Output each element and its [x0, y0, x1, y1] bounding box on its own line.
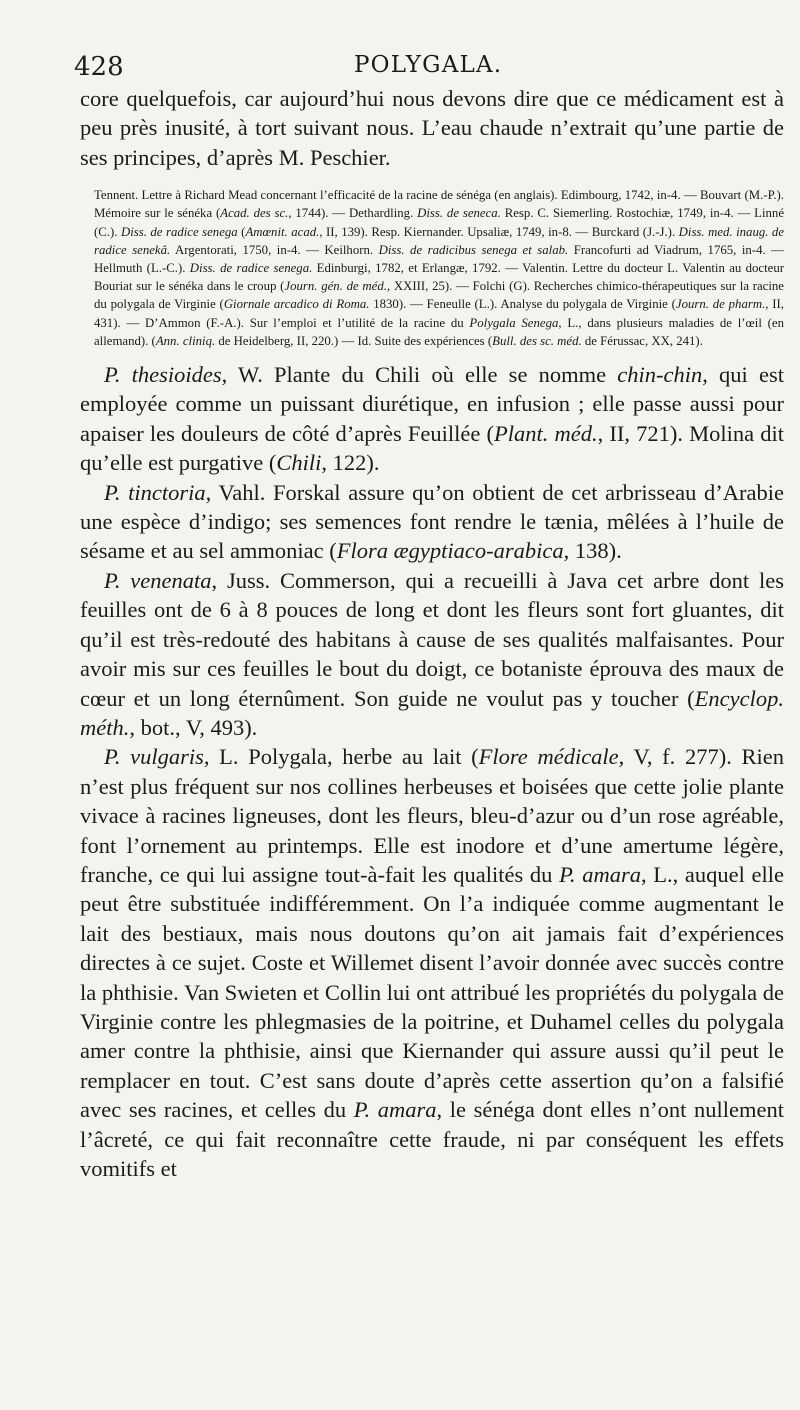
italic-span: Encyclop. méth.: [80, 685, 784, 740]
italic-span: Acad. des sc.: [220, 206, 289, 221]
italic-span: P. tinctoria: [104, 479, 206, 505]
text-span: de Férussac, XX, 241).: [581, 333, 703, 348]
page-body: [80, 84, 784, 1183]
text-span: 1830). — Feneulle (L.). Analyse du polygala de Virginie (: [369, 297, 676, 312]
italic-span: Diss. de seneca.: [417, 206, 501, 221]
species-entries: [80, 360, 784, 1183]
italic-span: chin-chin: [617, 362, 703, 388]
italic-span: P. vulgaris: [104, 744, 204, 770]
text-span: , V, f. 277). Rien n’est plus fréquent sur nos collines herbeuses et boisées que cette jolie plante vivace à racines ligneuses, dont les fleurs, bleu-d’azur ou d’un rose agréable, font l’ornement au printemps. Elle est inodore et d’une amertume légère, franche, ce qui lui assigne tout-à-fait les qualités du: [80, 744, 784, 887]
text-span: , 122).: [321, 450, 380, 476]
text-span: , II, 139). Resp. Kiernander. Upsaliæ, 1749, in-8. — Burckard (J.-J.).: [319, 224, 679, 239]
text-span: de Heidelberg, II, 220.) — Id. Suite des expériences (: [215, 333, 493, 348]
italic-span: P. thesioides: [104, 362, 222, 388]
italic-span: Diss. de radice senega.: [189, 261, 313, 276]
italic-span: Ann. cliniq.: [155, 333, 216, 348]
text-span: Resp. C. Siemerling. Rostochiæ, 1749, in-4. — Linné (C.).: [94, 206, 785, 239]
text-span: , XXIII, 25). — Folchi (G). Recherches chimico-thérapeutiques sur la racine du polygala de Virginie (: [94, 279, 784, 312]
text-span: , W. Plante du Chili où elle se nomme: [221, 362, 618, 388]
italic-span: Plant. méd.: [494, 420, 598, 446]
text-span: , II, 721). Molina dit qu’elle est purgative (: [80, 420, 784, 476]
bibliography-references: [80, 186, 784, 350]
text-span: , 138).: [563, 538, 622, 564]
italic-span: P. amara: [559, 861, 641, 887]
italic-span: Polygala Senega: [469, 315, 559, 330]
text-span: , Vahl. Forskal assure qu’on obtient de cet arbrisseau d’Arabie une espèce d’indigo; ses semences font rendre le tænia, mêlées à l’huile de sésame et au sel ammoniac (: [80, 479, 785, 564]
italic-span: P. amara: [353, 1097, 437, 1123]
italic-span: Journ. de pharm.: [675, 297, 766, 312]
text-span: , II, 431). — D’Ammon (F.-A.). Sur l’emploi et l’utilité de la racine du: [94, 297, 785, 330]
text-span: Francofurti ad Viadrum, 1765, in-4. — Hellmuth (L.-C.).: [94, 242, 784, 276]
top-paragraph: core quelquefois, car aujourd’hui nous devons dire que ce médicament est à peu près inusité, à tort suivant nous. L’eau chaude n’extrait qu’une partie de ses principes, d’après M. Peschier.: [80, 86, 784, 170]
text-span: , L. Polygala, herbe au lait (: [203, 744, 479, 770]
species-entry: [80, 478, 784, 566]
species-entry: [80, 566, 784, 742]
italic-span: Flore médicale: [478, 744, 619, 770]
text-span: (: [237, 224, 246, 239]
text-span: , qui est employée comme un puissant diurétique, en infusion ; elle passe aussi pour apaiser les douleurs de côté d’après Feuillée (: [80, 362, 784, 446]
italic-span: Chili: [276, 450, 322, 476]
italic-span: Diss. de radice senega: [120, 224, 238, 239]
text-span: , L., auquel elle peut être substituée indifféremment. On l’a indiquée comme augmentant le lait des bestiaux, mais nous doutons qu’on ait jamais fait d’expériences directes à ce sujet. Coste et Willemet disent l’avoir donnée avec succès contre la phthisie. Van Swieten et Collin lui ont attribué les propriétés du polygala de Virginie contre les phlegmasies de la poitrine, et Duhamel celles du polygala amer contre la phthisie, ainsi que Kiernander qui assure aussi qu’il peut le remplacer en tout. C’est sans doute d’après cette assertion qu’on a falsifié avec ses racines, et celles du: [80, 861, 784, 1123]
text-span: Edinburgi, 1782, et Erlangæ, 1792. — Valentin. Lettre du docteur L. Valentin au docteur Bouriat sur le sénéka dans le croup (: [94, 261, 784, 294]
text-span: , bot., V, 493).: [129, 714, 258, 740]
species-entry: [80, 742, 784, 1183]
italic-span: Diss. de radicibus senega et salab.: [378, 242, 569, 257]
italic-span: Diss. med. inaug. de radice senekâ.: [94, 224, 785, 257]
italic-span: P. venenata: [104, 567, 212, 593]
text-span: , Juss. Commerson, qui a recueilli à Java cet arbre dont les feuilles ont de 6 à 8 pouces de long et dont les fleurs sont fort gluantes, dit qu’il est très-redouté des habitans à cause de ses qualités malfaisantes. Pour avoir mis sur ces feuilles le bout du doigt, ce botaniste éprouva des maux de cœur et un long éternûment. Son guide ne voulut pas y toucher (: [80, 567, 784, 711]
italic-span: Amœnit. acad.: [245, 224, 320, 239]
italic-span: Flora ægyptiaco-arabica: [336, 538, 564, 564]
italic-span: Journ. gén. de méd.: [284, 279, 387, 294]
running-title: POLYGALA.: [354, 52, 503, 78]
italic-span: Giornale arcadico di Roma.: [223, 297, 370, 312]
page-number: 428: [74, 52, 124, 82]
text-span: , le sénéga dont elles n’ont nullement l’âcreté, ce qui fait reconnaître cette fraude, ni par conséquent les effets vomitifs et: [80, 1097, 784, 1182]
page-header: [74, 52, 760, 86]
species-entry: [80, 360, 784, 478]
italic-span: Bull. des sc. méd.: [492, 333, 582, 348]
text-span: Tennent. Lettre à Richard Mead concernant l’efficacité de la racine de sénéga (en anglais). Edimbourg, 1742, in-4. — Bouvart (M.-P.). Mémoire sur le sénéka (: [94, 188, 784, 221]
text-span: , L., dans plusieurs maladies de l’œil (en allemand). (: [94, 315, 785, 348]
text-span: Argentorati, 1750, in-4. — Keilhorn.: [170, 242, 379, 257]
text-span: , 1744). — Dethardling.: [288, 206, 418, 221]
